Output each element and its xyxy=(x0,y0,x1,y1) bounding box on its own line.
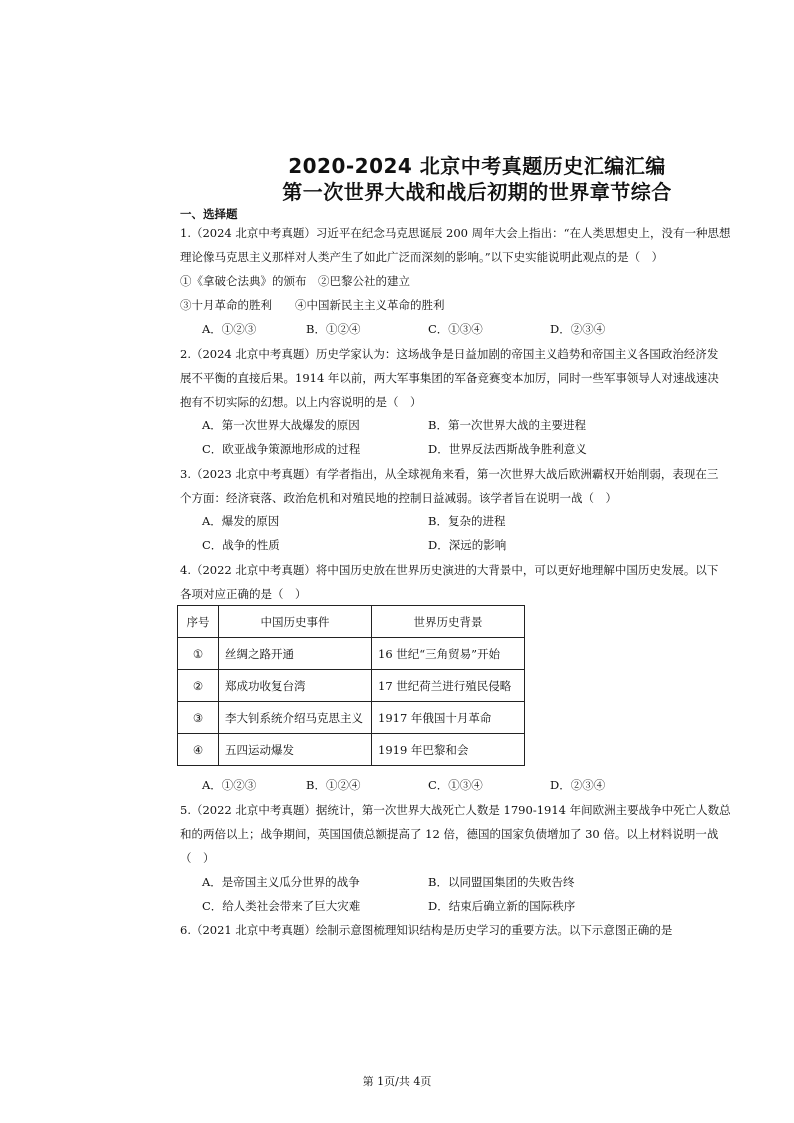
q4-option-c: C．①③④ xyxy=(428,778,483,792)
table-cell: 李大钊系统介绍马克思主义 xyxy=(219,702,372,734)
history-table xyxy=(177,605,525,766)
q2-line1: 2.（2024 北京中考真题）历史学家认为：这场战争是日益加剧的帝国主义趋势和帝国主义各国政治经济发 xyxy=(180,347,719,361)
q5-option-c: C．给人类社会带来了巨大灾难 xyxy=(202,899,361,913)
q1-option-a: A．①②③ xyxy=(202,322,257,336)
q1-line2: 理论像马克思主义那样对人类产生了如此广泛而深刻的影响。”以下史实能说明此观点的是（ ） xyxy=(180,250,664,264)
q6-line1: 6.（2021 北京中考真题）绘制示意图梳理知识结构是历史学习的重要方法。以下示意图正确的是 xyxy=(180,923,673,937)
q1-line1: 1.（2024 北京中考真题）习近平在纪念马克思诞辰 200 周年大会上指出：“在人类思想史上，没有一种思想 xyxy=(180,226,731,240)
q1-option-c: C．①③④ xyxy=(428,322,483,336)
table-header-cell: 中国历史事件 xyxy=(219,606,372,638)
table-cell: 16 世纪“三角贸易”开始 xyxy=(372,638,525,670)
page-title-line2: 第一次世界大战和战后初期的世界章节综合 xyxy=(282,180,672,204)
q3-option-b: B．复杂的进程 xyxy=(428,514,506,528)
table-cell: ④ xyxy=(178,734,219,766)
q1-line4: ③十月革命的胜利 ④中国新民主主义革命的胜利 xyxy=(180,298,445,312)
q4-option-d: D．②③④ xyxy=(550,778,606,792)
q4-line1: 4.（2022 北京中考真题）将中国历史放在世界历史演进的大背景中，可以更好地理解中国历史发展。以下 xyxy=(180,563,719,577)
table-cell: 1917 年俄国十月革命 xyxy=(372,702,525,734)
q5-option-b: B．以同盟国集团的失败告终 xyxy=(428,875,575,889)
table-header-row xyxy=(178,606,525,638)
table-row xyxy=(178,638,525,670)
q2-line2: 展不平衡的直接后果。1914 年以前，两大军事集团的军备竞赛变本加厉，同时一些军事领导人对速战速决 xyxy=(180,371,719,385)
q4-option-b: B．①②④ xyxy=(306,778,361,792)
table-row xyxy=(178,670,525,702)
q3-line1: 3.（2023 北京中考真题）有学者指出，从全球视角来看，第一次世界大战后欧洲霸权开始削弱，表现在三 xyxy=(180,467,719,481)
q3-option-c: C．战争的性质 xyxy=(202,538,280,552)
q2-option-a: A．第一次世界大战爆发的原因 xyxy=(202,418,360,432)
page-footer: 第 1页/共 4页 xyxy=(362,1075,432,1088)
q5-line3: （ ） xyxy=(180,851,215,865)
table-cell: 1919 年巴黎和会 xyxy=(372,734,525,766)
q2-option-c: C．欧亚战争策源地形成的过程 xyxy=(202,442,361,456)
q3-option-d: D．深远的影响 xyxy=(428,538,507,552)
table-cell: ① xyxy=(178,638,219,670)
table-cell: ② xyxy=(178,670,219,702)
q1-line3: ①《拿破仑法典》的颁布 ②巴黎公社的建立 xyxy=(180,274,410,288)
table-cell: ③ xyxy=(178,702,219,734)
q1-option-d: D．②③④ xyxy=(550,322,606,336)
table-row xyxy=(178,734,525,766)
q1-option-b: B．①②④ xyxy=(306,322,361,336)
q5-line1: 5.（2022 北京中考真题）据统计，第一次世界大战死亡人数是 1790-1914 年间欧洲主要战争中死亡人数总 xyxy=(180,803,731,817)
table-header-cell: 世界历史背景 xyxy=(372,606,525,638)
q2-option-b: B．第一次世界大战的主要进程 xyxy=(428,418,586,432)
section-heading: 一、选择题 xyxy=(180,207,238,221)
q2-line3: 抱有不切实际的幻想。以上内容说明的是（ ） xyxy=(180,395,422,409)
table-cell: 五四运动爆发 xyxy=(219,734,372,766)
q4-option-a: A．①②③ xyxy=(202,778,257,792)
q2-option-d: D．世界反法西斯战争胜利意义 xyxy=(428,442,587,456)
q4-line2: 各项对应正确的是（ ） xyxy=(180,587,307,601)
table-row xyxy=(178,702,525,734)
table-header-cell: 序号 xyxy=(178,606,219,638)
page-title-line1: 2020-2024 北京中考真题历史汇编汇编 xyxy=(288,154,666,178)
table-cell: 丝绸之路开通 xyxy=(219,638,372,670)
table-cell: 郑成功收复台湾 xyxy=(219,670,372,702)
q5-line2: 和的两倍以上；战争期间，英国国债总额提高了 12 倍，德国的国家负债增加了 30 倍。以上材料说明一战 xyxy=(180,827,719,841)
q3-option-a: A．爆发的原因 xyxy=(202,514,280,528)
q3-line2: 个方面：经济衰落、政治危机和对殖民地的控制日益减弱。该学者旨在说明一战（ ） xyxy=(180,491,617,505)
table-cell: 17 世纪荷兰进行殖民侵略 xyxy=(372,670,525,702)
q5-option-d: D．结束后确立新的国际秩序 xyxy=(428,899,576,913)
q5-option-a: A．是帝国主义瓜分世界的战争 xyxy=(202,875,360,889)
